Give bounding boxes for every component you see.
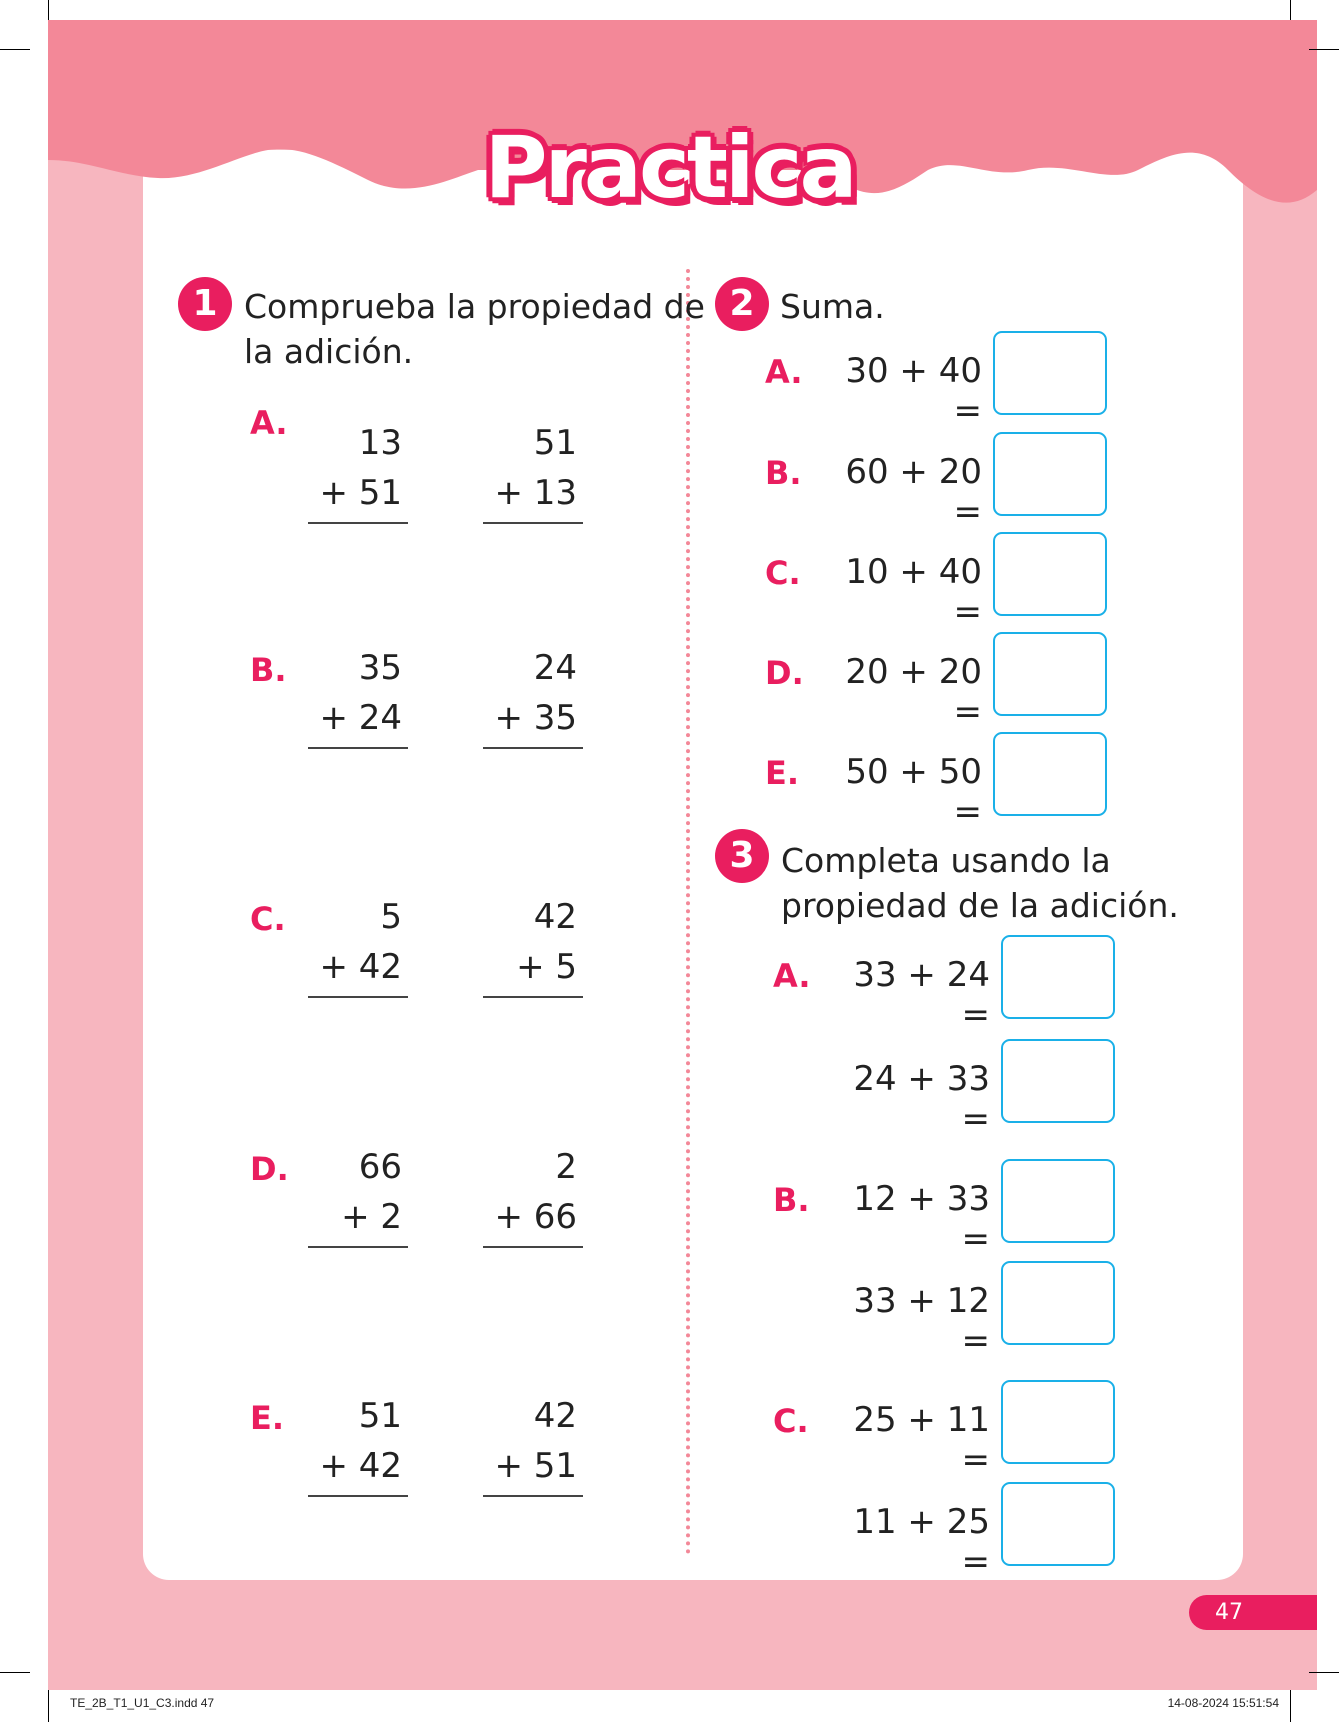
answer-box[interactable]: [993, 432, 1107, 516]
problem-letter: E.: [765, 754, 800, 792]
addend-bottom: + 35: [494, 698, 577, 738]
addend-bottom: + 5: [516, 947, 577, 987]
addend-top: 51: [533, 423, 577, 463]
sum-expression: 30 + 40 =: [845, 351, 982, 431]
sum-expression: 12 + 33 =: [853, 1179, 990, 1259]
sum-expression: 20 + 20 =: [845, 652, 982, 732]
problem-letter: B.: [765, 454, 802, 492]
answer-line: [483, 1246, 583, 1248]
sum-expression-commuted: 33 + 12 =: [853, 1281, 990, 1361]
footer-file: TE_2B_T1_U1_C3.indd 47: [70, 1696, 215, 1710]
question-3-badge: 3: [715, 829, 769, 883]
problem-letter: A.: [765, 353, 803, 391]
answer-box[interactable]: [1001, 1039, 1115, 1123]
answer-box[interactable]: [993, 532, 1107, 616]
addend-bottom: + 24: [319, 698, 402, 738]
answer-box[interactable]: [993, 331, 1107, 415]
problem-letter: B.: [773, 1181, 810, 1219]
vertical-sum-left: [308, 1142, 408, 1248]
addend-bottom: + 42: [319, 947, 402, 987]
answer-line: [483, 747, 583, 749]
crop-mark: [48, 0, 49, 20]
crop-mark: [1290, 1690, 1291, 1722]
answer-line: [308, 522, 408, 524]
answer-box[interactable]: [993, 732, 1107, 816]
problem-letter: D.: [250, 1150, 289, 1188]
answer-line: [308, 1246, 408, 1248]
problem-letter: E.: [250, 1399, 285, 1437]
answer-line: [483, 522, 583, 524]
crop-mark: [48, 1690, 49, 1722]
addend-top: 42: [533, 1396, 577, 1436]
addend-bottom: + 51: [494, 1446, 577, 1486]
crop-mark: [0, 1672, 30, 1673]
addend-top: 35: [358, 648, 402, 688]
vertical-sum-left: [308, 1391, 408, 1497]
problem-letter: A.: [250, 404, 288, 442]
crop-mark: [1309, 49, 1339, 50]
answer-box[interactable]: [993, 632, 1107, 716]
vertical-sum-left: [308, 643, 408, 749]
addend-bottom: + 13: [494, 473, 577, 513]
column-divider: [686, 269, 690, 1555]
addend-top: 42: [533, 897, 577, 937]
vertical-sum-right: [483, 1142, 583, 1248]
crop-mark: [1290, 0, 1291, 20]
page-title: Practica: [484, 118, 855, 218]
question-1-text-line2: la adición.: [244, 332, 414, 371]
addend-bottom: + 66: [494, 1197, 577, 1237]
addend-top: 51: [358, 1396, 402, 1436]
addend-bottom: + 42: [319, 1446, 402, 1486]
question-2-badge: 2: [715, 277, 769, 331]
sum-expression: 33 + 24 =: [853, 955, 990, 1035]
problem-letter: C.: [250, 900, 286, 938]
sum-expression: 25 + 11 =: [853, 1400, 990, 1480]
answer-box[interactable]: [1001, 935, 1115, 1019]
vertical-sum-right: [483, 643, 583, 749]
addend-top: 2: [555, 1147, 577, 1187]
page-number: 47: [1189, 1595, 1317, 1630]
addend-top: 13: [358, 423, 402, 463]
vertical-sum-right: [483, 892, 583, 998]
question-1-text-line1: Comprueba la propiedad de: [244, 287, 705, 326]
addend-top: 66: [358, 1147, 402, 1187]
answer-box[interactable]: [1001, 1159, 1115, 1243]
problem-letter: D.: [765, 654, 804, 692]
vertical-sum-left: [308, 892, 408, 998]
sum-expression: 50 + 50 =: [845, 752, 982, 832]
footer-date: 14-08-2024 15:51:54: [1167, 1696, 1279, 1710]
sum-expression-commuted: 24 + 33 =: [853, 1059, 990, 1139]
answer-box[interactable]: [1001, 1482, 1115, 1566]
vertical-sum-left: [308, 418, 408, 524]
answer-line: [308, 996, 408, 998]
question-2-text: Suma.: [780, 287, 885, 326]
addend-top: 24: [533, 648, 577, 688]
addend-bottom: + 2: [341, 1197, 402, 1237]
answer-box[interactable]: [1001, 1261, 1115, 1345]
problem-letter: B.: [250, 651, 287, 689]
answer-line: [483, 996, 583, 998]
answer-line: [308, 1495, 408, 1497]
answer-line: [483, 1495, 583, 1497]
problem-letter: C.: [765, 554, 801, 592]
addend-top: 5: [380, 897, 402, 937]
question-1-badge: 1: [178, 277, 232, 331]
sum-expression: 10 + 40 =: [845, 552, 982, 632]
answer-line: [308, 747, 408, 749]
problem-letter: C.: [773, 1402, 809, 1440]
crop-mark: [1309, 1672, 1339, 1673]
answer-box[interactable]: [1001, 1380, 1115, 1464]
addend-bottom: + 51: [319, 473, 402, 513]
problem-letter: A.: [773, 957, 811, 995]
vertical-sum-right: [483, 418, 583, 524]
sum-expression: 60 + 20 =: [845, 452, 982, 532]
question-3-text-line2: propiedad de la adición.: [781, 886, 1179, 925]
sum-expression-commuted: 11 + 25 =: [853, 1502, 990, 1582]
question-3-text-line1: Completa usando la: [781, 841, 1111, 880]
crop-mark: [0, 49, 30, 50]
vertical-sum-right: [483, 1391, 583, 1497]
